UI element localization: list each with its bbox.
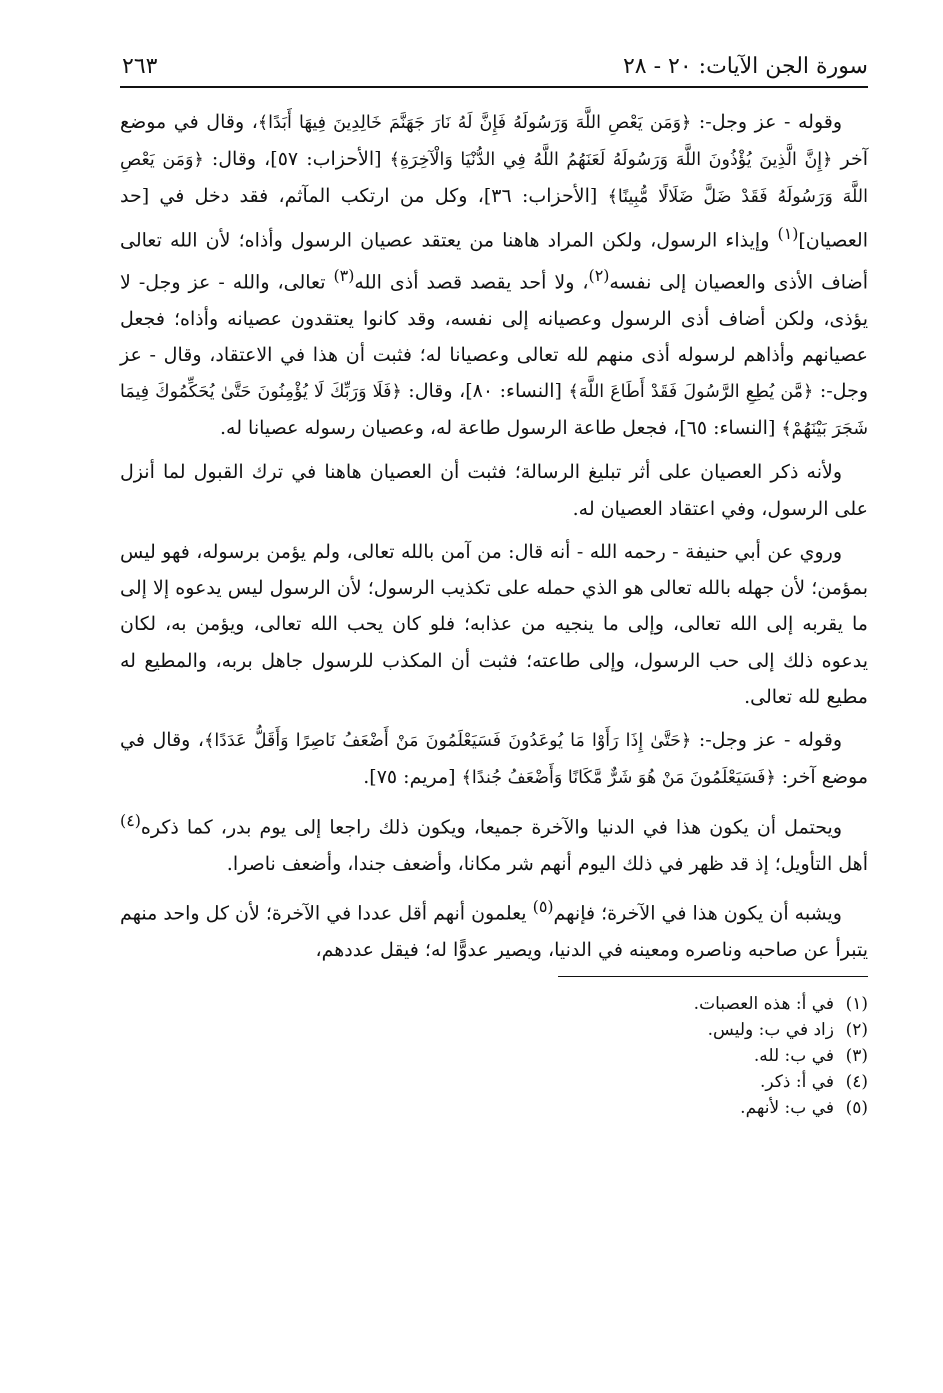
paragraph	[120, 803, 868, 882]
text-run: أهل التأويل؛ إذ قد ظهر في ذلك اليوم أنهم شر مكانا، وأضعف جندا، وأضعف ناصرا.	[226, 852, 868, 875]
quran-verse: ﴿وَمَن يَعْصِ اللَّهَ وَرَسُولَهُ فَإِنَّ لَهُ نَارَ جَهَنَّمَ خَالِدِينَ فِيهَا أَبَدًا﴾	[257, 113, 692, 133]
text-run: [النساء: ٨٠]، وقال:	[401, 380, 569, 403]
footnote-ref: (٥)	[532, 897, 554, 917]
text-run: [الأحزاب: ٥٧]، وقال:	[203, 148, 390, 171]
main-text	[120, 104, 868, 968]
text-run: وروي عن أبي حنيفة - رحمه الله - أنه قال: من آمن بالله تعالى، ولم يؤمن برسوله، فهو ليس بمؤمن؛ لأن جهله بالله تعالى هو الذي حمله على تكذيب الرسول؛ لأن الرسول ليس يدعوه إلا إلى ما يقربه إلى الله تعالى، وإلى ما ينجيه من عذابه؛ فلو كان يحب الله تعالى، ويؤمن به، لكان يدعوه ذلك إلى حب الرسول، وإلى طاعته؛ فثبت أن المكذب للرسول جاهل بربه، والمطيع له مطيع لله تعالى.	[120, 540, 868, 708]
text-run: وقوله - عز وجل-:	[691, 111, 843, 133]
quran-verse: ﴿مَّن يُطِعِ الرَّسُولَ فَقَدْ أَطَاعَ اللَّهَ﴾	[568, 382, 814, 403]
footnote-text: في ب: لله.	[753, 1045, 834, 1066]
footnotes	[120, 991, 868, 1121]
footnote-number: (٢)	[845, 1019, 868, 1040]
quran-verse: ﴿فَسَيَعْلَمُونَ مَنْ هُوَ شَرٌّ مَّكَانًا وَأَضْعَفُ جُندًا﴾	[461, 768, 776, 789]
footnote-item	[120, 1069, 868, 1095]
text-run: [الأحزاب: ٣٦]، وكل من ارتكب المآثم، فقد دخل في [حد العصيان]	[120, 185, 868, 251]
text-run: ولأنه ذكر العصيان على أثر تبليغ الرسالة؛ فثبت أن العصيان هاهنا في ترك القبول لما أنزل على الرسول، وفي اعتقاد العصيان له.	[120, 461, 868, 520]
text-run: وقوله - عز وجل-:	[691, 728, 842, 751]
footnote-ref: (٤)	[120, 811, 141, 831]
paragraph	[120, 722, 868, 796]
text-run: [مريم: ٧٥].	[363, 766, 462, 789]
text-run: يعلمون أنهم أقل عددا في الآخرة؛ لأن كل واحد منهم يتبرأ عن صاحبه وناصره ومعينه في الدنيا، ويصير عدوًّا له؛ فيقل عددهم،	[120, 902, 868, 961]
quran-verse: ﴿فَلَا وَرَبِّكَ لَا يُؤْمِنُونَ حَتَّىٰ يُحَكِّمُوكَ فِيمَا شَجَرَ بَيْنَهُمْ﴾	[120, 382, 868, 440]
text-run: ويحتمل أن يكون هذا في الدنيا والآخرة جميعا، ويكون ذلك راجعا إلى يوم بدر، كما ذكره	[140, 816, 842, 839]
paragraph	[120, 104, 868, 447]
running-title: سورة الجن الآيات: ٢٠ - ٢٨	[622, 54, 868, 79]
paragraph	[120, 889, 868, 968]
footnote-text: في أ: ذكر.	[759, 1071, 834, 1092]
footnote-item	[120, 1043, 868, 1069]
text-run: ، وقال في موضع آخر:	[120, 728, 868, 789]
footnote-ref: (٢)	[588, 266, 610, 286]
text-run: وإيذاء الرسول، ولكن المراد هاهنا من يعتقد عصيان الرسول وأذاه؛ لأن الله تعالى أضاف الأذى والعصيان إلى نفسه	[120, 228, 868, 294]
paragraph	[120, 534, 868, 715]
footnote-separator	[558, 976, 868, 977]
footnote-number: (١)	[845, 993, 868, 1014]
text-run: ، ولا أحد يقصد قصد أذى الله	[354, 271, 589, 294]
quran-verse: ﴿حَتَّىٰ إِذَا رَأَوْا مَا يُوعَدُونَ فَسَيَعْلَمُونَ مَنْ أَضْعَفُ نَاصِرًا وَأَقَلُّ عَدَدًا﴾	[204, 730, 692, 751]
text-run: [النساء: ٦٥]، فجعل طاعة الرسول طاعة له، وعصيان رسوله عصيانا له.	[219, 417, 782, 440]
footnote-number: (٥)	[845, 1097, 868, 1118]
footnote-item	[120, 991, 868, 1017]
footnote-text: في أ: هذه العصبات.	[693, 993, 834, 1014]
text-run: تعالى، والله - عز وجل- لا يؤذى، ولكن أضاف أذى الرسول وعصيانه إلى نفسه، وقد كانوا يعتقدون عصيانه وأذاه؛ فجعل عصيانهم وأذاهم لرسوله أذى منهم لله تعالى وعصيانا له؛ فثبت أن هذا في الاعتقاد، وقال - عز وجل-:	[120, 271, 868, 403]
footnote-number: (٣)	[845, 1045, 868, 1066]
footnote-ref: (٣)	[333, 266, 355, 286]
footnote-ref: (١)	[777, 223, 799, 243]
page-number: ٢٦٣	[122, 54, 158, 79]
paragraph	[120, 454, 868, 526]
text-run: ويشبه أن يكون هذا في الآخرة؛ فإنهم	[553, 902, 842, 925]
text-run: ، وقال في موضع آخر	[120, 111, 868, 171]
footnote-text: زاد في ب: وليس.	[707, 1019, 834, 1040]
footnote-item	[120, 1095, 868, 1121]
footnote-number: (٤)	[845, 1071, 868, 1092]
quran-verse: ﴿وَمَن يَعْصِ اللَّهَ وَرَسُولَهُ فَقَدْ ضَلَّ ضَلَالًا مُّبِينًا﴾	[120, 150, 868, 208]
page-header	[120, 52, 868, 88]
footnote-item	[120, 1017, 868, 1043]
quran-verse: ﴿إِنَّ الَّذِينَ يُؤْذُونَ اللَّهَ وَرَسُولَهُ لَعَنَهُمُ اللَّهُ فِي الدُّنْيَا وَالْآخِرَةِ﴾	[389, 150, 833, 171]
footnote-text: في ب: لأنهم.	[740, 1097, 834, 1118]
book-page	[120, 52, 868, 1352]
